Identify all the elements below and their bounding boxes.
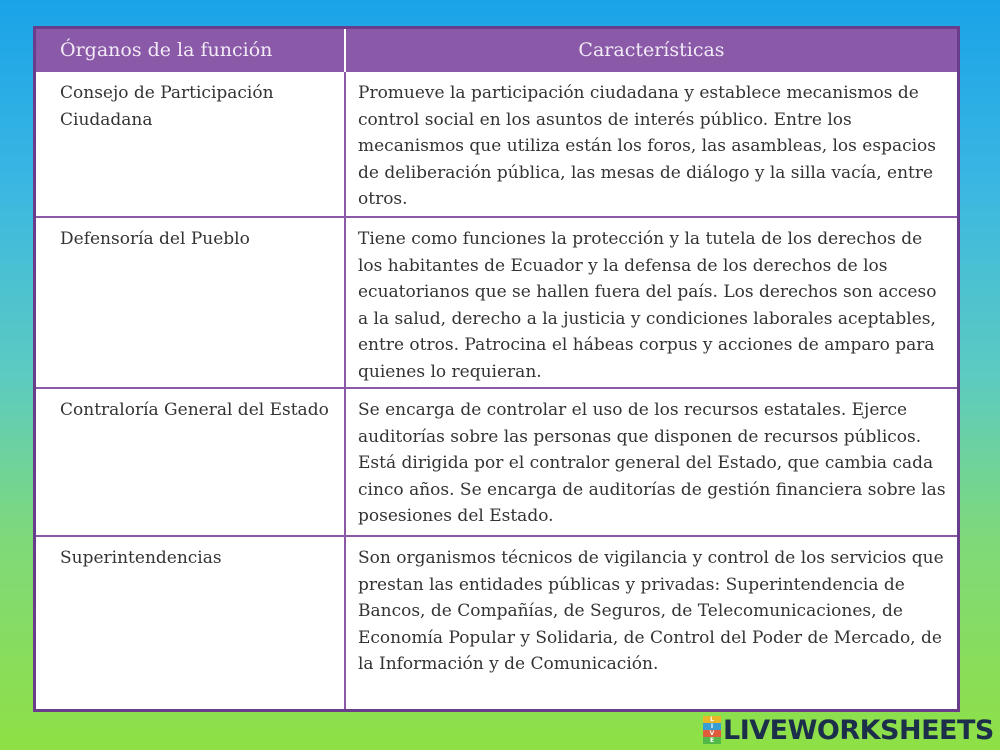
organ-description: Se encarga de controlar el uso de los recursos estatales. Ejerce auditorías sobre las personas que disponen de recursos públicos. Está dirigida por el contralor general del Estado, que cambia cada cinco años. Se encarga de auditorías de gestión financiera sobre las posesiones del Estado. xyxy=(345,388,957,536)
organ-description: Tiene como funciones la protección y la tutela de los derechos de los habitantes de Ecuador y la defensa de los derechos de los ecuatorianos que se hallen fuera del país. Los derechos son acceso a la salud, derecho a la justicia y condiciones laborales aceptables, entre otros. Patrocina el hábeas corpus y acciones de amparo para quienes lo requieran. xyxy=(345,217,957,388)
table-row xyxy=(36,536,957,709)
organ-name: Defensoría del Pueblo xyxy=(36,217,345,388)
logo-mark-letter: V xyxy=(703,730,721,737)
liveworksheets-logo-icon xyxy=(703,716,721,744)
organs-table xyxy=(36,29,957,709)
logo-mark-letter: E xyxy=(703,737,721,744)
organ-description: Promueve la participación ciudadana y establece mecanismos de control social en los asuntos de interés público. Entre los mecanismos que utiliza están los foros, las asambleas, los espacios de deliberación pública, las mesas de diálogo y la silla vacía, entre otros. xyxy=(345,71,957,217)
liveworksheets-logo[interactable] xyxy=(703,715,994,745)
table-header-row xyxy=(36,29,957,71)
header-organs: Órganos de la función xyxy=(36,29,345,71)
table-row xyxy=(36,71,957,217)
logo-mark-letter: I xyxy=(703,723,721,730)
table-row xyxy=(36,388,957,536)
organ-name: Contraloría General del Estado xyxy=(36,388,345,536)
header-characteristics: Características xyxy=(578,38,725,61)
organ-name: Superintendencias xyxy=(36,536,345,709)
logo-mark-letter: L xyxy=(703,716,721,723)
logo-text: LIVEWORKSHEETS xyxy=(723,714,994,746)
organ-name: Consejo de Participación Ciudadana xyxy=(36,71,345,217)
table-row xyxy=(36,217,957,388)
organ-description: Son organismos técnicos de vigilancia y control de los servicios que prestan las entidades públicas y privadas: Superintendencia de Bancos, de Compañías, de Seguros, de Telecomunicaciones, de Economía Popular y Solidaria, de Control del Poder de Mercado, de la Información y de Comunicación. xyxy=(345,536,957,709)
organs-table-container xyxy=(33,26,960,712)
